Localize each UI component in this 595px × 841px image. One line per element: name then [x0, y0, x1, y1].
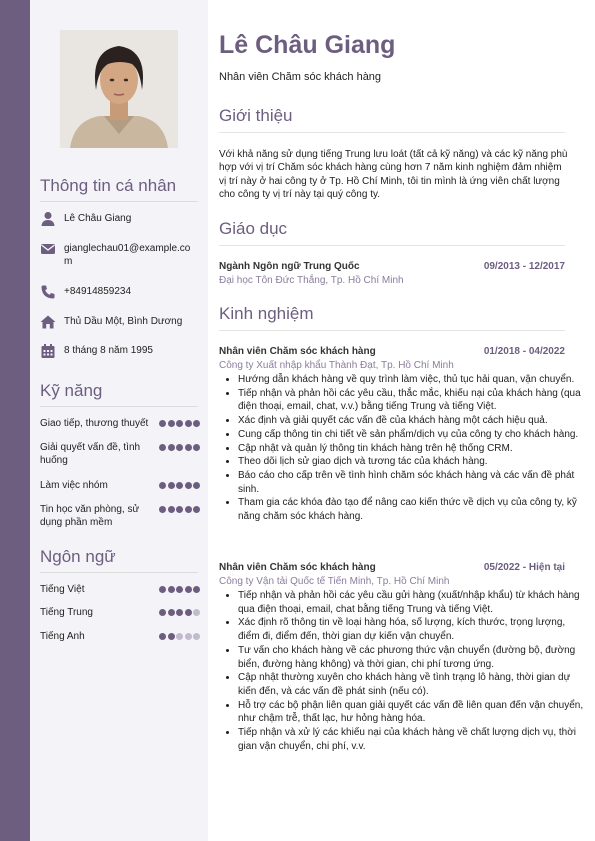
- info-birthday-text: 8 tháng 8 năm 1995: [64, 345, 153, 356]
- level-dot-filled: [185, 506, 192, 513]
- duty-item: • Tiếp nhận và xử lý các khiếu nại của khách hàng về chất lượng dịch vụ, thời gian vận chuyển, chi phí, v.v.: [238, 726, 585, 753]
- info-address: [40, 315, 200, 330]
- duty-item: • Theo dõi lịch sử giao dịch và tương tác của khách hàng.: [238, 455, 585, 469]
- job-2-dates: 05/2022 - Hiện tại: [483, 562, 565, 573]
- level-dot-filled: [168, 506, 175, 513]
- divider: [40, 406, 198, 407]
- duty-item: • Báo cáo cho cấp trên về tình hình chăm sóc khách hàng và các vấn đề phát sinh.: [238, 469, 585, 496]
- level-dot-filled: [159, 586, 166, 593]
- level-dot-filled: [185, 482, 192, 489]
- job-1-duties: [219, 373, 585, 524]
- level-dot-filled: [193, 586, 200, 593]
- intro-heading: Giới thiệu: [219, 106, 293, 125]
- level-dot-filled: [159, 444, 166, 451]
- level-dots: [158, 609, 201, 616]
- user-icon: [40, 211, 56, 227]
- education-dates: 09/2013 - 12/2017: [483, 261, 565, 272]
- duty-item: • Hướng dẫn khách hàng về quy trình làm việc, thủ tục hải quan, vận chuyển.: [238, 373, 585, 387]
- duty-item: • Xác định rõ thông tin về loại hàng hóa, số lượng, kích thước, trọng lượng, điểm đi, điểm đến, thời gian dự kiến vận chuyển.: [238, 616, 585, 643]
- level-dots: [158, 633, 201, 640]
- personal-info-heading: Thông tin cá nhân: [40, 176, 177, 195]
- languages-heading: Ngôn ngữ: [40, 547, 116, 566]
- candidate-name: Lê Châu Giang: [219, 31, 396, 59]
- education-title: Ngành Ngôn ngữ Trung Quốc: [219, 261, 360, 272]
- level-dot-filled: [193, 506, 200, 513]
- level-dot-filled: [168, 586, 175, 593]
- divider: [219, 132, 565, 133]
- skills-heading: Kỹ năng: [40, 381, 103, 400]
- level-dot-empty: [176, 633, 183, 640]
- profile-photo: [60, 30, 178, 148]
- sidebar: [30, 0, 208, 841]
- level-dot-filled: [159, 633, 166, 640]
- language-name: Tiếng Việt: [40, 584, 85, 595]
- level-dot-filled: [159, 609, 166, 616]
- level-dot-filled: [185, 420, 192, 427]
- home-icon: [40, 314, 56, 330]
- level-dot-empty: [193, 609, 200, 616]
- job-2-duties: [219, 589, 585, 753]
- duty-item: • Hỗ trợ các bộ phận liên quan giải quyết các vấn đề liên quan đến vận chuyển, như chậm trễ, thất lạc, hư hỏng hàng hóa.: [238, 699, 585, 726]
- experience-heading: Kinh nghiệm: [219, 304, 314, 323]
- skill-item: [40, 441, 200, 467]
- accent-stripe: [0, 0, 30, 841]
- level-dot-filled: [168, 633, 175, 640]
- level-dot-filled: [176, 586, 183, 593]
- main-content: [208, 0, 595, 841]
- level-dot-filled: [159, 482, 166, 489]
- candidate-title: Nhân viên Chăm sóc khách hàng: [219, 71, 382, 83]
- level-dot-filled: [193, 482, 200, 489]
- skill-name: Giao tiếp, thương thuyết: [40, 418, 149, 429]
- level-dots: [158, 586, 201, 593]
- level-dot-filled: [193, 420, 200, 427]
- level-dot-filled: [176, 506, 183, 513]
- language-name: Tiếng Trung: [40, 607, 93, 618]
- calendar-icon: [40, 343, 56, 359]
- level-dots: [158, 420, 201, 427]
- level-dot-filled: [176, 609, 183, 616]
- level-dot-filled: [168, 420, 175, 427]
- skill-item: [40, 503, 200, 529]
- language-item: [40, 630, 200, 643]
- level-dot-filled: [176, 420, 183, 427]
- language-item: [40, 583, 200, 596]
- info-name-text: Lê Châu Giang: [64, 213, 132, 224]
- duty-item: • Cung cấp thông tin chi tiết về sản phẩm/dịch vụ của công ty cho khách hàng.: [238, 428, 585, 442]
- skill-name: Giải quyết vấn đề, tình huống: [40, 442, 141, 466]
- level-dot-filled: [193, 444, 200, 451]
- job-1-title: Nhân viên Chăm sóc khách hàng: [219, 346, 376, 357]
- divider: [40, 201, 198, 202]
- phone-icon: [40, 284, 56, 300]
- duty-item: • Xác định và giải quyết các vấn đề của khách hàng một cách hiệu quả.: [238, 414, 585, 428]
- education-heading: Giáo dục: [219, 219, 288, 238]
- info-email: [40, 242, 200, 268]
- skill-item: [40, 417, 200, 430]
- level-dot-filled: [176, 482, 183, 489]
- skill-name: Làm việc nhóm: [40, 480, 108, 491]
- level-dots: [158, 506, 201, 513]
- level-dot-filled: [185, 444, 192, 451]
- skill-item: [40, 479, 200, 492]
- job-1-dates: 01/2018 - 04/2022: [483, 346, 565, 357]
- duty-item: • Cập nhật thường xuyên cho khách hàng về tình trạng lô hàng, thời gian dự kiến đến, và các vấn đề phát sinh (nếu có).: [238, 671, 585, 698]
- level-dot-filled: [176, 444, 183, 451]
- level-dots: [158, 482, 201, 489]
- info-address-text: Thủ Dầu Một, Bình Dương: [64, 316, 183, 327]
- duty-item: • Tư vấn cho khách hàng về các phương thức vận chuyển (đường bộ, đường biển, đường hàng không) và thời gian, chi phí tương ứng.: [238, 644, 585, 671]
- intro-text: Với khả năng sử dụng tiếng Trung lưu loát (tất cả kỹ năng) và các kỹ năng phù hợp với vị trí Chăm sóc khách hàng cùng hơn 7 năm kinh nghiệm đảm nhiệm vị trí này ở hai công ty ở Tp. Hồ Chí Minh, tôi tin mình là ứng viên chất lượng cho công ty vị trí này tại quý công ty.: [219, 149, 568, 201]
- job-2-title: Nhân viên Chăm sóc khách hàng: [219, 562, 376, 573]
- level-dot-filled: [185, 586, 192, 593]
- duty-item: • Tiếp nhận và phản hồi các yêu cầu, thắc mắc, khiếu nại của khách hàng (qua điện thoại, email, chat, v.v.) bằng tiếng Trung và tiếng Việt.: [238, 387, 585, 414]
- divider: [219, 330, 565, 331]
- language-name: Tiếng Anh: [40, 631, 85, 642]
- level-dot-empty: [193, 633, 200, 640]
- duty-item: • Tham gia các khóa đào tạo để nâng cao kiến thức về dịch vụ của công ty, kỹ năng chăm sóc khách hàng.: [238, 496, 585, 523]
- info-birthday: [40, 344, 200, 359]
- level-dot-empty: [185, 633, 192, 640]
- divider: [219, 245, 565, 246]
- level-dots: [158, 444, 201, 451]
- job-1-company: Công ty Xuất nhập khẩu Thành Đạt, Tp. Hồ Chí Minh: [219, 360, 454, 371]
- duty-item: • Tiếp nhận và phản hồi các yêu cầu gửi hàng (xuất/nhập khẩu) từ khách hàng qua điện thoại, email, chat bằng tiếng Trung và tiếng Việt.: [238, 589, 585, 616]
- info-email-text[interactable]: gianglechau01@example.com: [64, 243, 191, 267]
- level-dot-filled: [168, 482, 175, 489]
- duty-item: • Cập nhật và quản lý thông tin khách hàng trên hệ thống CRM.: [238, 442, 585, 456]
- level-dot-filled: [185, 609, 192, 616]
- divider: [40, 572, 198, 573]
- level-dot-filled: [168, 609, 175, 616]
- info-phone-text[interactable]: +84914859234: [64, 286, 132, 297]
- info-name: [40, 212, 200, 227]
- skill-name: Tin học văn phòng, sử dụng phần mềm: [40, 504, 140, 528]
- level-dot-filled: [159, 420, 166, 427]
- language-item: [40, 606, 200, 619]
- info-phone: [40, 285, 200, 300]
- level-dot-filled: [159, 506, 166, 513]
- envelope-icon: [40, 241, 56, 257]
- job-2-company: Công ty Vận tải Quốc tế Tiến Minh, Tp. Hồ Chí Minh: [219, 576, 450, 587]
- education-school: Đại học Tôn Đức Thắng, Tp. Hồ Chí Minh: [219, 275, 404, 286]
- level-dot-filled: [168, 444, 175, 451]
